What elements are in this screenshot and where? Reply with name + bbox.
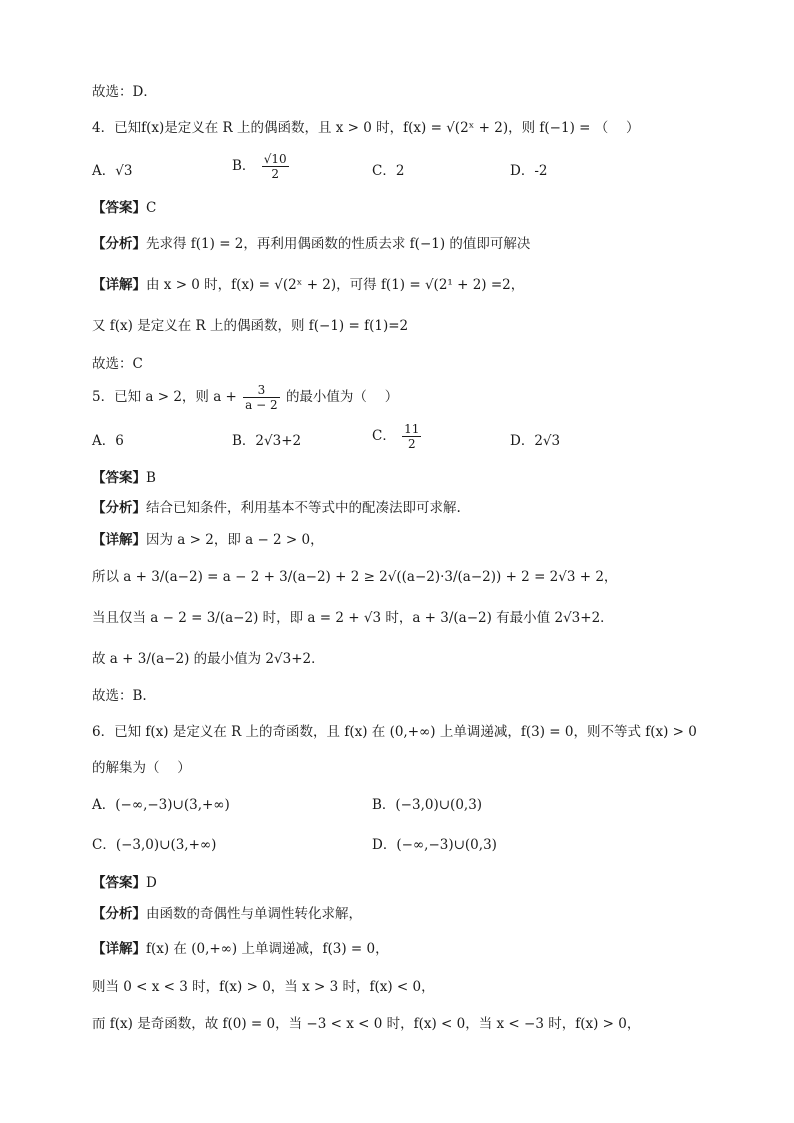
detail-text: 由 x > 0 时，f(x) = √(2ˣ + 2)，可得 f(1) = √(2¹ + 2) =2， (146, 277, 525, 293)
q5-option-c (372, 422, 423, 451)
q5-option-c-fraction (402, 422, 421, 451)
answer-value: C (146, 200, 157, 216)
q5-suffix: 的最小值为（ ） (285, 389, 399, 405)
q5-option-d: D．2√3 (510, 433, 561, 449)
q5-option-c-den: 2 (407, 437, 416, 451)
detail-5-line4: 故 a + 3/(a−2) 的最小值为 2√3+2． (92, 651, 325, 667)
analysis-tag: 【分析】 (92, 236, 146, 252)
q4-option-a: A．√3 (92, 163, 133, 179)
q4-option-c: C．2 (372, 163, 405, 179)
q5-option-a: A．6 (92, 433, 124, 449)
detail-tag: 【详解】 (92, 532, 146, 548)
detail-tag: 【详解】 (92, 941, 146, 957)
answer-value: D (146, 875, 157, 891)
answer-tag: 【答案】 (92, 200, 146, 216)
q4-option-b (232, 152, 291, 181)
q6-option-c: C．(−3,0)∪(3,+∞) (92, 837, 217, 853)
answer-tag: 【答案】 (92, 875, 146, 891)
analysis-tag: 【分析】 (92, 500, 146, 516)
q5-prefix: 5．已知 a > 2，则 a + (92, 389, 237, 405)
detail-6-line2: 则当 0 < x < 3 时，f(x) > 0，当 x > 3 时，f(x) < 0， (92, 979, 435, 995)
detail-5 (92, 530, 324, 550)
detail-6 (92, 939, 389, 959)
answer-value: B (146, 470, 156, 486)
detail-text: 因为 a > 2，即 a − 2 > 0， (146, 532, 324, 548)
q4-option-b-num: √10 (263, 152, 287, 166)
detail-5-line2: 所以 a + 3/(a−2) = a − 2 + 3/(a−2) + 2 ≥ 2√((a−2)·3/(a−2)) + 2 = 2√3 + 2， (92, 569, 618, 585)
analysis-text: 由函数的奇偶性与单调性转化求解， (146, 906, 362, 922)
detail-tag: 【详解】 (92, 277, 146, 293)
q6-option-a: A．(−∞,−3)∪(3,+∞) (92, 797, 230, 813)
q6-option-b: B．(−3,0)∪(0,3) (372, 797, 483, 813)
question-5 (92, 383, 398, 412)
q5-option-c-label: C． (372, 428, 396, 444)
line-select-d: 故选：D． (92, 84, 157, 100)
q4-option-b-label: B． (232, 158, 256, 174)
analysis-text: 结合已知条件，利用基本不等式中的配凑法即可求解. (146, 500, 461, 516)
question-6-line2: 的解集为（ ） (92, 760, 191, 776)
q5-fraction-den: a − 2 (245, 398, 278, 412)
answer-4 (92, 198, 156, 218)
q5-option-c-num: 11 (404, 422, 420, 436)
detail-6-line3: 而 f(x) 是奇函数，故 f(0) = 0，当 −3 < x < 0 时，f(x) < 0，当 x < −3 时，f(x) > 0， (92, 1016, 641, 1032)
analysis-tag: 【分析】 (92, 906, 146, 922)
q5-fraction-num: 3 (243, 383, 279, 398)
detail-4-line2: 又 f(x) 是定义在 R 上的偶函数，则 f(−1) = f(1)=2 (92, 318, 409, 334)
question-6: 6．已知 f(x) 是定义在 R 上的奇函数，且 f(x) 在 (0,+∞) 上单调递减，f(3) = 0，则不等式 f(x) > 0 (92, 724, 697, 740)
analysis-5 (92, 498, 461, 518)
analysis-6 (92, 904, 362, 924)
q5-option-b: B．2√3+2 (232, 433, 302, 449)
analysis-4 (92, 234, 530, 254)
detail-5-line3: 当且仅当 a − 2 = 3/(a−2) 时，即 a = 2 + √3 时，a + 3/(a−2) 有最小值 2√3+2． (92, 610, 614, 626)
q4-option-b-den: 2 (271, 167, 279, 181)
q4-option-d: D．-2 (510, 163, 548, 179)
q6-option-d: D．(−∞,−3)∪(0,3) (372, 837, 497, 853)
answer-6 (92, 873, 157, 893)
q4-option-b-fraction (262, 152, 289, 181)
select-5: 故选：B. (92, 688, 147, 704)
detail-4 (92, 275, 524, 295)
question-4: 4．已知f(x)是定义在 R 上的偶函数，且 x > 0 时，f(x) = √(2ˣ + 2)，则 f(−1) = （ ） (92, 120, 640, 136)
detail-text: f(x) 在 (0,+∞) 上单调递减，f(3) = 0， (146, 941, 389, 957)
q5-fraction (243, 383, 279, 412)
answer-5 (92, 468, 156, 488)
analysis-text: 先求得 f(1) = 2，再利用偶函数的性质去求 f(−1) 的值即可解决 (146, 236, 531, 252)
answer-tag: 【答案】 (92, 470, 146, 486)
select-4: 故选：C (92, 356, 143, 372)
